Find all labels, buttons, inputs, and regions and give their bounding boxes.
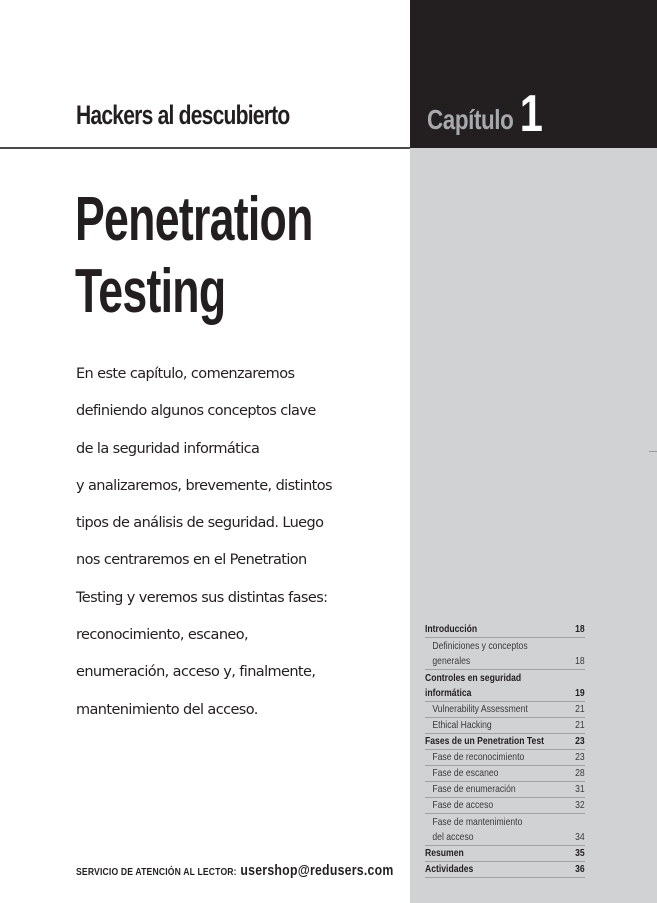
toc-entry-page: 35 xyxy=(575,847,585,859)
toc-entry-title: Introducción xyxy=(425,623,478,635)
toc-entry-page: 18 xyxy=(575,655,585,667)
toc-entry xyxy=(425,734,585,750)
chapter-label xyxy=(427,84,543,144)
intro-line: mantenimiento del acceso. xyxy=(76,701,258,718)
toc-entry xyxy=(425,750,585,766)
toc-entry-title: Fase de enumeración xyxy=(432,783,516,795)
toc-entry xyxy=(425,670,585,686)
toc-entry-page: 18 xyxy=(575,623,585,635)
toc-entry-title: Resumen xyxy=(425,847,464,859)
chapter-title-line: Testing xyxy=(75,257,226,326)
reader-service-footer xyxy=(76,862,394,880)
chapter-title-line: Penetration xyxy=(75,185,313,254)
toc-entry-title: Fase de reconocimiento xyxy=(432,751,525,763)
intro-line: definiendo algunos conceptos clave xyxy=(76,403,316,420)
intro-line: y analizaremos, brevemente, distintos xyxy=(76,477,332,494)
toc-entry-title: Fase de mantenimiento xyxy=(432,816,523,828)
toc-entry-page: 21 xyxy=(575,719,585,731)
table-of-contents xyxy=(425,622,585,878)
toc-entry-title: Vulnerability Assessment xyxy=(432,703,528,715)
toc-entry-title: Fase de escaneo xyxy=(432,767,499,779)
toc-entry xyxy=(425,846,585,862)
toc-entry-title: Ethical Hacking xyxy=(432,719,492,731)
toc-entry-page: 36 xyxy=(575,863,585,875)
intro-line: Testing y veremos sus distintas fases: xyxy=(76,589,328,606)
chapter-title xyxy=(75,184,313,328)
toc-entry-title: Fase de acceso xyxy=(432,799,494,811)
toc-entry-page: 28 xyxy=(575,767,585,779)
toc-entry xyxy=(425,814,585,830)
toc-entry xyxy=(425,798,585,814)
toc-entry xyxy=(425,654,585,670)
toc-entry xyxy=(425,766,585,782)
book-title: Hackers al descubierto xyxy=(76,100,290,130)
intro-line: nos centraremos en el Penetration xyxy=(76,552,307,569)
toc-entry-page: 32 xyxy=(575,799,585,811)
toc-entry xyxy=(425,782,585,798)
toc-entry-page: 31 xyxy=(575,783,585,795)
intro-line: reconocimiento, escaneo, xyxy=(76,627,249,644)
toc-entry-page: 23 xyxy=(575,735,585,747)
footer-label: SERVICIO DE ATENCIÓN AL LECTOR: xyxy=(76,866,237,878)
toc-entry xyxy=(425,830,585,846)
toc-entry-page: 23 xyxy=(575,751,585,763)
intro-line: enumeración, acceso y, finalmente, xyxy=(76,664,316,681)
toc-entry-page: 34 xyxy=(575,831,585,843)
toc-entry-title: informática xyxy=(425,687,472,699)
toc-entry-title: Definiciones y conceptos xyxy=(432,640,528,652)
toc-entry xyxy=(425,638,585,654)
toc-entry-title: Controles en seguridad xyxy=(425,672,522,684)
toc-entry-page: 21 xyxy=(575,703,585,715)
toc-entry-title: Actividades xyxy=(425,863,474,875)
header-divider xyxy=(0,147,410,149)
toc-entry-title: generales xyxy=(432,655,471,667)
chapter-intro xyxy=(76,356,376,729)
toc-entry xyxy=(425,718,585,734)
toc-entry xyxy=(425,622,585,638)
toc-entry xyxy=(425,702,585,718)
toc-entry-title: del acceso xyxy=(432,831,474,843)
toc-entry xyxy=(425,686,585,702)
toc-entry xyxy=(425,862,585,878)
chapter-number: 1 xyxy=(519,85,543,143)
chapter-word: Capítulo xyxy=(427,104,514,135)
toc-entry-title: Fases de un Penetration Test xyxy=(425,735,544,747)
intro-line: En este capítulo, comenzaremos xyxy=(76,366,295,382)
footer-email-link[interactable]: usershop@redusers.com xyxy=(240,862,394,879)
page-edge-mark xyxy=(649,451,657,452)
toc-entry-page: 19 xyxy=(575,687,585,699)
intro-line: de la seguridad informática xyxy=(76,440,260,457)
intro-line: tipos de análisis de seguridad. Luego xyxy=(76,515,324,532)
